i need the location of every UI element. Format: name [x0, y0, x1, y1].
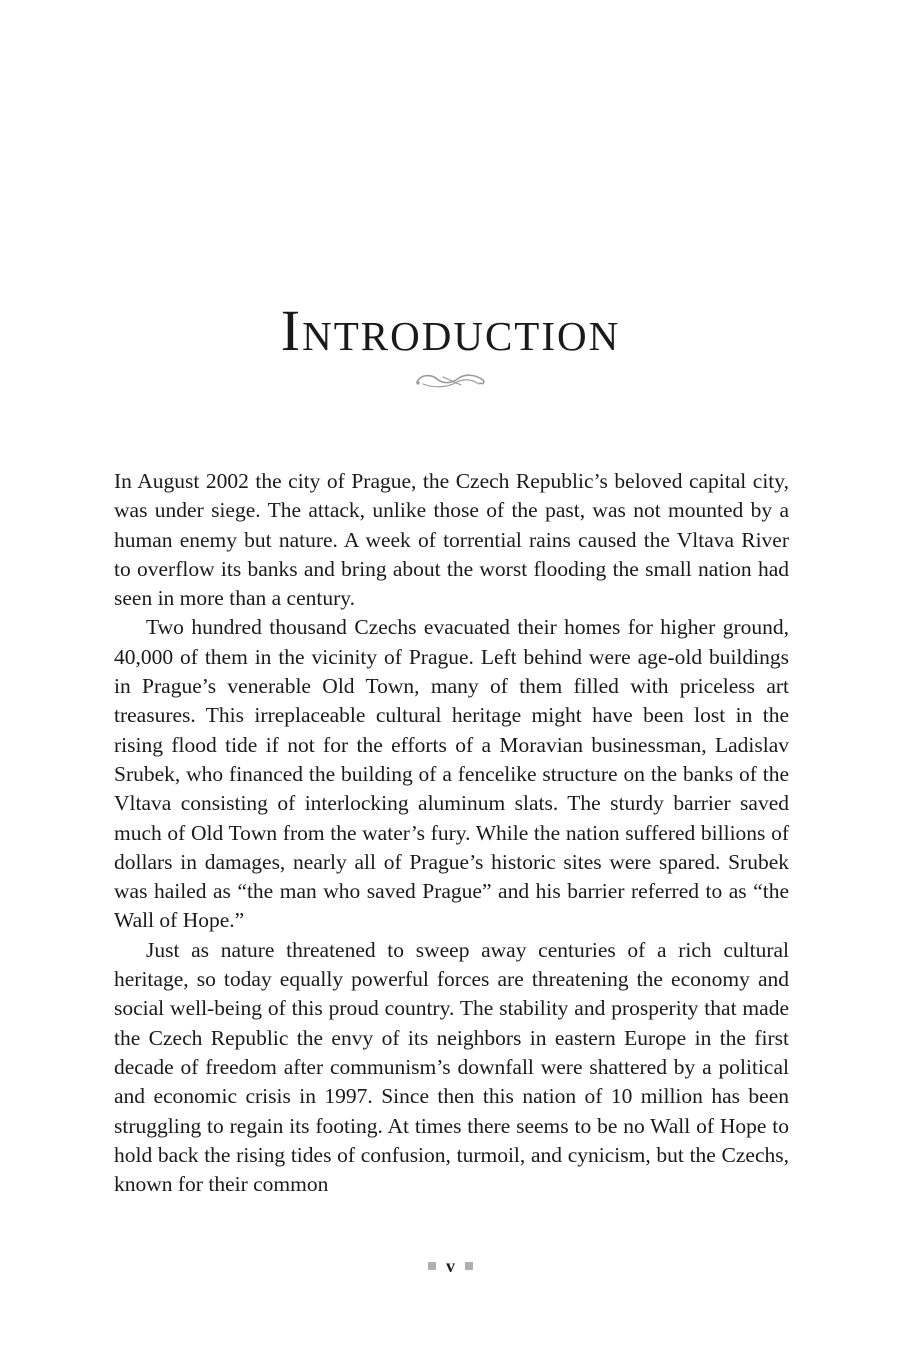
page-footer	[0, 1255, 901, 1277]
flourish-ornament-icon	[413, 368, 489, 392]
square-bullet-icon	[465, 1262, 473, 1270]
paragraph: In August 2002 the city of Prague, the Czech Republic’s beloved capital city, was under siege. The attack, unlike those of the past, was not mounted by a human enemy but nature. A week of torrential rains caused the Vltava River to overflow its banks and bring about the worst flooding the small nation had seen in more than a century.	[114, 469, 789, 611]
paragraph: Just as nature threatened to sweep away centuries of a rich cultural heritage, so today equally powerful forces are threatening the economy and social well-being of this proud country. The stability and prosperity that made the Czech Republic the envy of its neighbors in eastern Europe in the first decade of freedom after communism’s downfall were shattered by a political and economic crisis in 1997. Since then this nation of 10 million has been struggling to regain its footing. At times there seems to be no Wall of Hope to hold back the rising tides of confusion, turmoil, and cynicism, but the Czechs, known for their common	[114, 937, 789, 1197]
body-text	[114, 467, 789, 1199]
paragraph: Two hundred thousand Czechs evacuated their homes for higher ground, 40,000 of them in the vicinity of Prague. Left behind were age-old buildings in Prague’s venerable Old Town, many of them filled with priceless art treasures. This irreplaceable cultural heritage might have been lost in the rising flood tide if not for the efforts of a Moravian businessman, Ladislav Srubek, who financed the building of a fencelike structure on the banks of the Vltava consisting of interlocking aluminum slats. The sturdy barrier saved much of Old Town from the water’s fury. While the nation suffered billions of dollars in damages, nearly all of Prague’s historic sites were spared. Srubek was hailed as “the man who saved Prague” and his barrier referred to as “the Wall of Hope.”	[114, 615, 789, 933]
page-number: v	[446, 1256, 455, 1276]
chapter-title: Introduction	[280, 298, 621, 363]
square-bullet-icon	[428, 1262, 436, 1270]
